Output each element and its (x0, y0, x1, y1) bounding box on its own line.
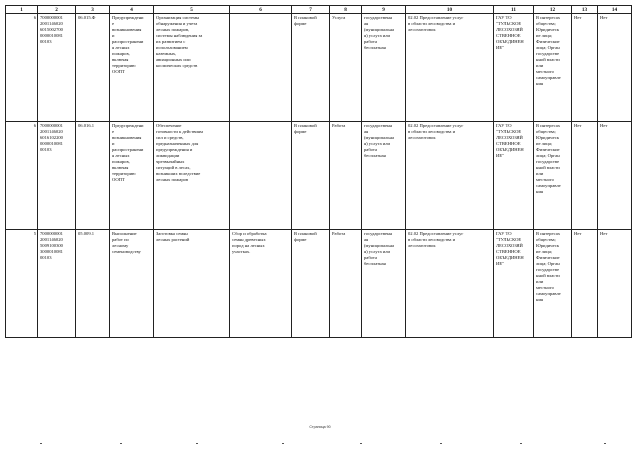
cell-text-line: ЛЕСОХОЗЯЙ (496, 135, 523, 140)
cell-text-line: государстве (536, 159, 560, 164)
cell-text-line: местного (536, 285, 554, 290)
column-number-13: 13 (572, 6, 598, 14)
cell-text-line: ния (536, 189, 544, 194)
cell-text-line: территорию (112, 171, 136, 176)
cell-text-line: ие лица; (536, 249, 553, 254)
scan-mark (440, 443, 442, 444)
cell-text-line: В плановой (294, 231, 317, 236)
cell-text-line: или (536, 63, 544, 68)
cell-text-line: самоуправле (536, 183, 561, 188)
service-type-cell: Услуга (330, 14, 362, 122)
cell-text-line: нной власти (536, 273, 560, 278)
cell-text-line: ЛЕСОХОЗЯЙ (496, 243, 523, 248)
cell-text-line: нной власти (536, 57, 560, 62)
cell-text-line: общества; (536, 21, 556, 26)
cell-text-line: чрезвычайных (156, 159, 185, 164)
cell-text-line: лесных пожаров, (156, 27, 190, 32)
column-14-cell: Нет (598, 230, 632, 338)
cell-text-line: в области лесоводства и (408, 129, 456, 134)
registry-code-cell (38, 14, 76, 122)
cell-text-line: 7000000001 (40, 15, 63, 20)
cell-text-line: участках. (232, 249, 251, 254)
provision-form-cell (292, 14, 330, 122)
cell-text-line: возникновения (112, 135, 142, 140)
table-row (6, 230, 632, 338)
cell-text-line: ния (536, 81, 544, 86)
cell-text-line: предназначенных для (156, 141, 199, 146)
column-13-cell: Нет (572, 122, 598, 230)
column-number-5: 5 (154, 6, 230, 14)
cell-text-line: 6015002700 (40, 27, 63, 32)
scan-mark (360, 443, 362, 444)
cell-text-line: лесному (112, 243, 129, 248)
cell-text-line: Юридическ (536, 243, 560, 248)
cell-text-line: лица; Орган (536, 261, 560, 266)
cell-text-line: "ТУЛЬСКОЕ (496, 237, 522, 242)
cell-text-line: Физические (536, 255, 560, 260)
cell-text-line: лица; Орган (536, 45, 560, 50)
cell-text-line: общества; (536, 129, 556, 134)
cell-text-line: самоуправле (536, 75, 561, 80)
cell-text-line: работа (364, 255, 378, 260)
row-number-cell: 5 (6, 230, 38, 338)
cell-text-line: нной власти (536, 165, 560, 170)
organization-cell (494, 122, 534, 230)
column-number-1: 1 (6, 6, 38, 14)
work-condition-cell (230, 122, 292, 230)
page-footer: Страница 90 (309, 425, 331, 429)
consumers-cell (534, 122, 572, 230)
payment-status-cell (362, 14, 406, 122)
cell-text-line: пород на лесных (232, 243, 265, 248)
column-number-3: 3 (76, 6, 110, 14)
work-code-cell: 06.016.1 (76, 122, 110, 230)
cell-text-line: местного (536, 69, 554, 74)
column-14-cell: Нет (598, 14, 632, 122)
cell-text-line: лесозаготовок (408, 27, 436, 32)
column-number-11: 11 (494, 6, 534, 14)
cell-text-line: ГАУ ТО (496, 15, 512, 20)
cell-text-line: 02.02 Предоставление услуг (408, 15, 464, 20)
cell-text-line: возникших вследствие (156, 171, 201, 176)
cell-text-line: бесплатная (364, 153, 386, 158)
consumers-cell (534, 230, 572, 338)
cell-text-line: (муниципальна (364, 243, 394, 248)
cell-text-line: СТВЕННОЕ (496, 249, 521, 254)
work-name-cell (110, 230, 154, 338)
registry-code-cell (38, 230, 76, 338)
cell-text-line: ИЕ" (496, 261, 504, 266)
cell-text-line: ООПТ (112, 177, 125, 182)
cell-text-line: или (536, 171, 544, 176)
cell-text-line: в области лесоводства и (408, 237, 456, 242)
cell-text-line: готовности к действиям (156, 129, 203, 134)
cell-text-line: Организация системы (156, 15, 200, 20)
cell-text-line: В плановой (294, 15, 317, 20)
activity-area-cell (406, 230, 494, 338)
cell-text-line: работа (364, 39, 378, 44)
cell-text-line: наземных, (156, 51, 177, 56)
cell-text-line: е (112, 129, 115, 134)
cell-text-line: 2001146020 (40, 237, 63, 242)
bottom-marks (0, 443, 640, 449)
cell-text-line: государстве (536, 267, 560, 272)
scan-mark (282, 443, 284, 444)
cell-text-line: общества; (536, 237, 556, 242)
cell-text-line: космических средств (156, 63, 198, 68)
cell-text-line: Юридическ (536, 27, 560, 32)
service-type-cell: Работа (330, 122, 362, 230)
work-code-cell: 05.009.1 (76, 230, 110, 338)
cell-text-line: 02.02 Предоставление услуг (408, 123, 464, 128)
cell-text-line: СТВЕННОЕ (496, 33, 521, 38)
cell-text-line: обнаружения и учета (156, 21, 198, 26)
column-number-2: 2 (38, 6, 76, 14)
cell-text-line: 0000010081 (40, 141, 63, 146)
cell-text-line: лесозаготовок (408, 135, 436, 140)
row-number-cell: 6 (6, 14, 38, 122)
cell-text-line: работа (364, 147, 378, 152)
cell-text-line: работ по (112, 237, 129, 242)
cell-text-line: авиационных или (156, 57, 191, 62)
cell-text-line: 02.02 Предоставление услуг (408, 231, 464, 236)
cell-text-line: В интересах (536, 123, 561, 128)
registry-code-cell (38, 122, 76, 230)
cell-text-line: "ТУЛЬСКОЕ (496, 129, 522, 134)
row-number-cell: 6 (6, 122, 38, 230)
scan-mark (40, 443, 42, 444)
cell-text-line: я лесных (112, 153, 130, 158)
scan-mark (120, 443, 122, 444)
cell-text-line: 00103 (40, 147, 52, 152)
cell-text-line: распространени (112, 39, 144, 44)
cell-text-line: ая (364, 21, 369, 26)
cell-text-line: ие лица; (536, 141, 553, 146)
cell-text-line: возникновения (112, 27, 142, 32)
cell-text-line: государственн (364, 15, 392, 20)
cell-text-line: пожаров, (112, 51, 130, 56)
cell-text-line: Физические (536, 147, 560, 152)
cell-text-line: включая (112, 165, 129, 170)
column-number-6: 6 (230, 6, 292, 14)
cell-text-line: ОБЪЕДИНЕН (496, 255, 524, 260)
cell-text-line: я лесных (112, 45, 130, 50)
cell-text-line: семеноводству (112, 249, 141, 254)
cell-text-line: 3000010081 (40, 249, 63, 254)
cell-text-line: ЛЕСОХОЗЯЙ (496, 27, 523, 32)
cell-text-line: я) услуга или (364, 141, 390, 146)
cell-text-line: ООПТ (112, 69, 125, 74)
cell-text-line: В интересах (536, 15, 561, 20)
cell-text-line: я) услуга или (364, 33, 390, 38)
cell-text-line: сил и средств, (156, 135, 184, 140)
cell-text-line: местного (536, 177, 554, 182)
column-number-9: 9 (362, 6, 406, 14)
cell-text-line: государственн (364, 123, 392, 128)
cell-text-line: лесных пожаров (156, 177, 189, 182)
registry-table (5, 5, 632, 338)
cell-text-line: Обеспечение (156, 123, 182, 128)
cell-text-line: ГАУ ТО (496, 231, 512, 236)
work-content-cell (154, 122, 230, 230)
cell-text-line: бесплатная (364, 261, 386, 266)
cell-text-line: системы наблюдения за (156, 33, 203, 38)
column-14-cell: Нет (598, 122, 632, 230)
cell-text-line: государстве (536, 51, 560, 56)
cell-text-line: Предупреждени (112, 123, 144, 128)
cell-text-line: государственн (364, 231, 392, 236)
cell-text-line: 00103 (40, 39, 52, 44)
cell-text-line: форме (294, 237, 307, 242)
cell-text-line: ОБЪЕДИНЕН (496, 39, 524, 44)
scan-mark (604, 443, 606, 444)
cell-text-line: 6016102200 (40, 135, 63, 140)
cell-text-line: ОБЪЕДИНЕН (496, 147, 524, 152)
cell-text-line: использованием (156, 45, 188, 50)
cell-text-line: и (112, 141, 115, 146)
cell-text-line: "ТУЛЬСКОЕ (496, 21, 522, 26)
cell-text-line: В плановой (294, 123, 317, 128)
cell-text-line: (муниципальна (364, 27, 394, 32)
cell-text-line: ликвидации (156, 153, 180, 158)
column-number-8: 8 (330, 6, 362, 14)
cell-text-line: в области лесоводства и (408, 21, 456, 26)
cell-text-line: СТВЕННОЕ (496, 141, 521, 146)
column-13-cell: Нет (572, 230, 598, 338)
cell-text-line: 2001146020 (40, 129, 63, 134)
cell-text-line: ая (364, 237, 369, 242)
scan-mark (196, 443, 198, 444)
work-code-cell: 06.015.Ф (76, 14, 110, 122)
consumers-cell (534, 14, 572, 122)
activity-area-cell (406, 122, 494, 230)
cell-text-line: я) услуга или (364, 249, 390, 254)
cell-text-line: 7000000001 (40, 231, 63, 236)
cell-text-line: лица; Орган (536, 153, 560, 158)
provision-form-cell (292, 230, 330, 338)
cell-text-line: Предупреждени (112, 15, 144, 20)
cell-text-line: ситуаций в лесах, (156, 165, 191, 170)
cell-text-line: Сбор и обработка (232, 231, 267, 236)
cell-text-line: или (536, 279, 544, 284)
work-content-cell (154, 14, 230, 122)
activity-area-cell (406, 14, 494, 122)
cell-text-line: ая (364, 129, 369, 134)
cell-text-line: семян древесных (232, 237, 266, 242)
column-number-4: 4 (110, 6, 154, 14)
cell-text-line: В интересах (536, 231, 561, 236)
cell-text-line: лесных растений (156, 237, 190, 242)
scan-mark (520, 443, 522, 444)
cell-text-line: пожаров, (112, 159, 130, 164)
cell-text-line: Физические (536, 39, 560, 44)
cell-text-line: форме (294, 129, 307, 134)
cell-text-line: лесозаготовок (408, 243, 436, 248)
work-content-cell (154, 230, 230, 338)
table-body (6, 14, 632, 338)
cell-text-line: форме (294, 21, 307, 26)
cell-text-line: (муниципальна (364, 135, 394, 140)
cell-text-line: 5009100300 (40, 243, 63, 248)
cell-text-line: предупреждения и (156, 147, 193, 152)
cell-text-line: 2001146020 (40, 21, 63, 26)
cell-text-line: 00103 (40, 255, 52, 260)
cell-text-line: 0000010081 (40, 33, 63, 38)
table-row (6, 122, 632, 230)
cell-text-line: Выполнение (112, 231, 137, 236)
work-name-cell (110, 122, 154, 230)
cell-text-line: Юридическ (536, 135, 560, 140)
column-number-14: 14 (598, 6, 632, 14)
payment-status-cell (362, 230, 406, 338)
cell-text-line: ния (536, 297, 544, 302)
column-number-row (6, 6, 632, 14)
cell-text-line: ИЕ" (496, 153, 504, 158)
cell-text-line: распространени (112, 147, 144, 152)
cell-text-line: Заготовка семян (156, 231, 188, 236)
organization-cell (494, 14, 534, 122)
cell-text-line: и (112, 33, 115, 38)
column-number-12: 12 (534, 6, 572, 14)
cell-text-line: ие лица; (536, 33, 553, 38)
column-number-7: 7 (292, 6, 330, 14)
work-condition-cell (230, 230, 292, 338)
cell-text-line: е (112, 21, 115, 26)
column-13-cell: Нет (572, 14, 598, 122)
work-condition-cell (230, 14, 292, 122)
cell-text-line: бесплатная (364, 45, 386, 50)
cell-text-line: ИЕ" (496, 45, 504, 50)
organization-cell (494, 230, 534, 338)
work-name-cell (110, 14, 154, 122)
table-row (6, 14, 632, 122)
cell-text-line: ГАУ ТО (496, 123, 512, 128)
column-number-10: 10 (406, 6, 494, 14)
cell-text-line: их развитием с (156, 39, 186, 44)
cell-text-line: 7000000001 (40, 123, 63, 128)
cell-text-line: самоуправле (536, 291, 561, 296)
cell-text-line: включая (112, 57, 129, 62)
provision-form-cell (292, 122, 330, 230)
cell-text-line: территорию (112, 63, 136, 68)
service-type-cell: Работа (330, 230, 362, 338)
payment-status-cell (362, 122, 406, 230)
